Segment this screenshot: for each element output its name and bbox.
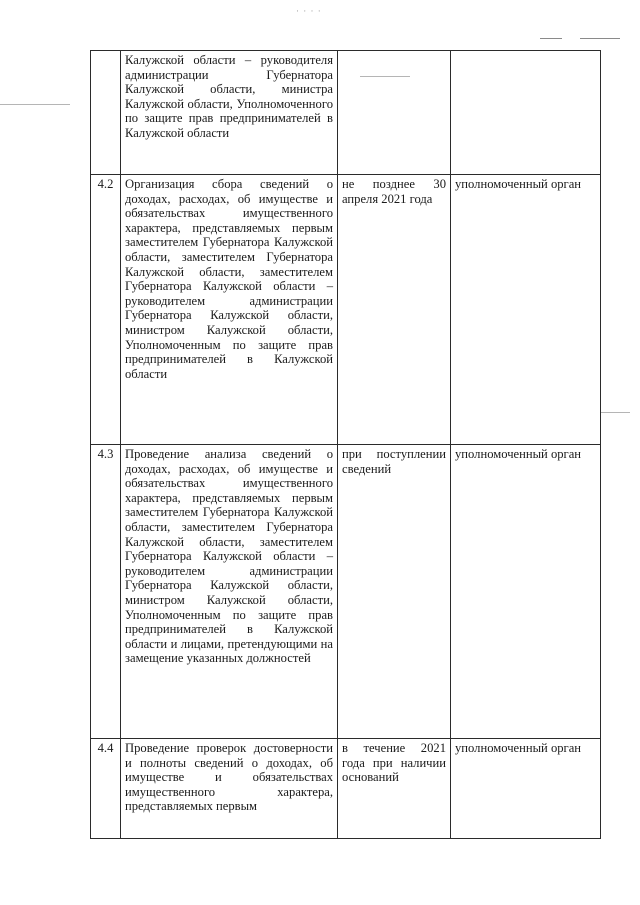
item-responsible — [451, 51, 601, 175]
item-term — [338, 51, 451, 175]
scan-artifact — [540, 28, 620, 42]
table-row — [91, 51, 601, 175]
item-term: в течение 2021 года при наличии оснований — [338, 739, 451, 839]
item-description: Проведение анализа сведений о доходах, расходах, об имуществе и обязательствах имущественного характера, представляемых первым заместителем Губернатора Калужской области, заместителем Губернатора Калужской области, заместителем Губернатора Калужской области – руководителем администрации Губернатора Калужской области, министром Калужской области, Уполномоченным по защите прав предпринимателей в Калужской области и лицами, претендующими на замещение указанных должностей — [121, 445, 338, 739]
item-responsible: уполномоченный орган — [451, 175, 601, 445]
item-term: не позднее 30 апреля 2021 года — [338, 175, 451, 445]
item-number — [91, 51, 121, 175]
item-description: Калужской области – руководителя администрации Губернатора Калужской области, министра Калужской области, Уполномоченного по защите прав предпринимателей в Калужской области — [121, 51, 338, 175]
scan-artifact — [0, 104, 70, 105]
item-description: Организация сбора сведений о доходах, расходах, об имуществе и обязательствах имущественного характера, представляемых первым заместителем Губернатора Калужской области, заместителем Губернатора Калужской области, заместителем Губернатора Калужской области – руководителем администрации Губернатора Калужской области, министром Калужской области, Уполномоченным по защите прав предпринимателей в Калужской области — [121, 175, 338, 445]
scan-artifact — [600, 412, 630, 413]
table-row — [91, 445, 601, 739]
table-row — [91, 739, 601, 839]
item-number: 4.2 — [91, 175, 121, 445]
item-responsible: уполномоченный орган — [451, 739, 601, 839]
item-term: при поступлении сведений — [338, 445, 451, 739]
page-number-mark: · · · · — [296, 6, 322, 16]
item-number: 4.3 — [91, 445, 121, 739]
item-description: Проведение проверок достоверности и полноты сведений о доходах, об имуществе и обязательствах имущественного характера, представляемых первым — [121, 739, 338, 839]
table-row — [91, 175, 601, 445]
item-responsible: уполномоченный орган — [451, 445, 601, 739]
item-number: 4.4 — [91, 739, 121, 839]
plan-table — [90, 50, 601, 839]
